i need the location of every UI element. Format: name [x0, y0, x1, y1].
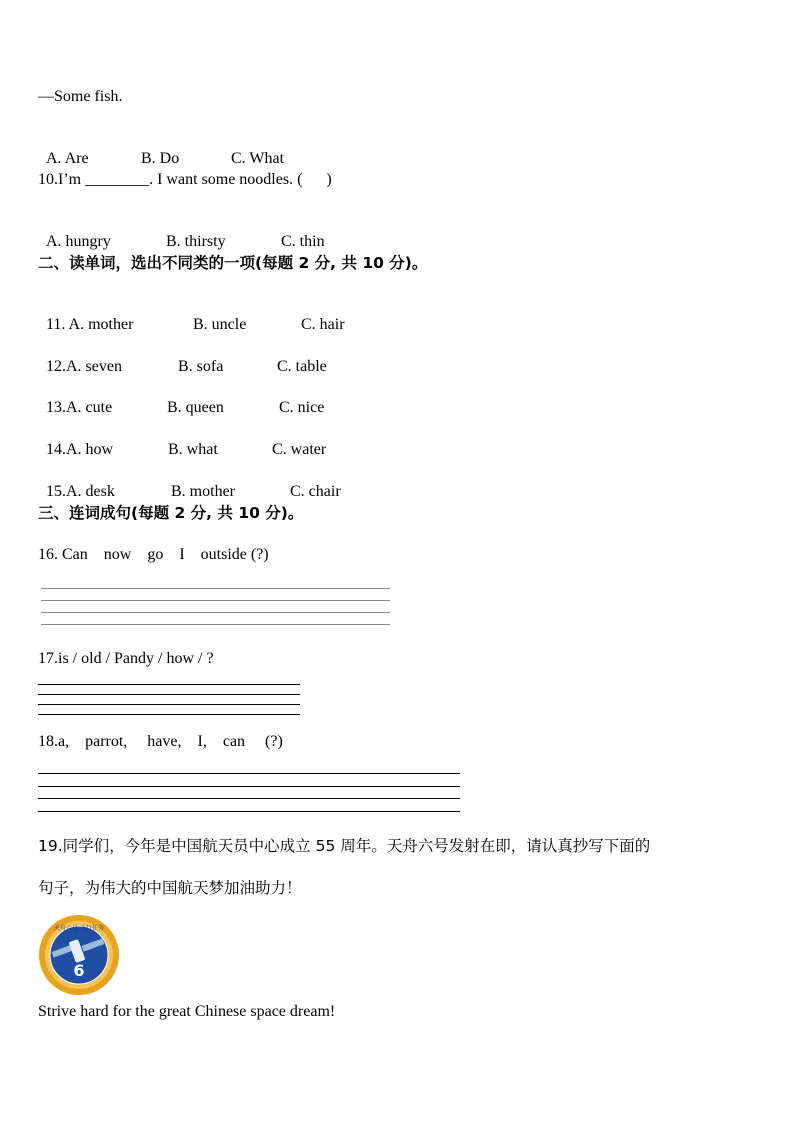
q9-option-a: A. Are — [46, 150, 89, 167]
q13-row — [38, 378, 324, 418]
badge-top-text: 天舟六号 飞行任务 — [54, 925, 104, 932]
q9-option-b: B. Do — [141, 150, 180, 167]
q10-options — [38, 212, 325, 252]
q18-prompt: 18.a, parrot, have, I, can (?) — [38, 733, 283, 750]
q11-option-c: C. hair — [301, 316, 345, 333]
q18-writing-line — [38, 798, 460, 799]
q9-option-c: C. What — [231, 150, 285, 167]
q14-row — [38, 420, 326, 460]
q13-option-a: 13.A. cute — [46, 399, 113, 416]
q16-writing-line — [41, 624, 390, 625]
q9-options — [38, 129, 284, 169]
q14-option-a: 14.A. how — [46, 441, 114, 458]
q13-option-c: C. nice — [279, 399, 325, 416]
q16-writing-line — [41, 588, 390, 589]
q17-writing-line — [38, 694, 300, 695]
section3-heading: 三、连词成句(每题 2 分, 共 10 分)。 — [38, 504, 304, 522]
q13-option-b: B. queen — [167, 399, 224, 416]
q16-writing-line — [41, 600, 390, 601]
q10-option-b: B. thirsty — [166, 233, 226, 250]
q19-line1: 19.同学们，今年是中国航天员中心成立 55 周年。天舟六号发射在即，请认真抄写下面的 — [38, 837, 651, 855]
q10-option-c: C. thin — [281, 233, 325, 250]
q11-row — [38, 295, 345, 335]
q18-writing-line — [38, 786, 460, 787]
q15-row — [38, 462, 341, 502]
tianzhou-6-mission-badge — [38, 914, 120, 996]
q18-writing-line — [38, 773, 460, 774]
q12-option-a: 12.A. seven — [46, 358, 122, 375]
q12-option-c: C. table — [277, 358, 327, 375]
q17-writing-line — [38, 684, 300, 685]
q16-writing-line — [41, 612, 390, 613]
q10-stem: 10.I’m ________. I want some noodles. ( ) — [38, 171, 332, 188]
q17-writing-line — [38, 714, 300, 715]
q17-writing-line — [38, 704, 300, 705]
q15-option-a: 15.A. desk — [46, 483, 115, 500]
q9-answer-line: —Some fish. — [38, 88, 123, 105]
q11-option-a: 11. A. mother — [46, 316, 134, 333]
q19-line2: 句子，为伟大的中国航天梦加油助力！ — [38, 879, 302, 897]
q10-option-a: A. hungry — [46, 233, 111, 250]
q17-prompt: 17.is / old / Pandy / how / ? — [38, 650, 214, 667]
q11-option-b: B. uncle — [193, 316, 247, 333]
q12-row — [38, 337, 327, 377]
q14-option-c: C. water — [272, 441, 327, 458]
q15-option-b: B. mother — [171, 483, 235, 500]
badge-number: 6 — [73, 961, 85, 980]
q16-prompt: 16. Can now go I outside (?) — [38, 546, 269, 563]
q18-writing-line — [38, 811, 460, 812]
q19-sentence: Strive hard for the great Chinese space dream! — [38, 1003, 336, 1020]
q15-option-c: C. chair — [290, 483, 341, 500]
section2-heading: 二、读单词，选出不同类的一项(每题 2 分, 共 10 分)。 — [38, 254, 428, 272]
q12-option-b: B. sofa — [178, 358, 224, 375]
q14-option-b: B. what — [168, 441, 218, 458]
